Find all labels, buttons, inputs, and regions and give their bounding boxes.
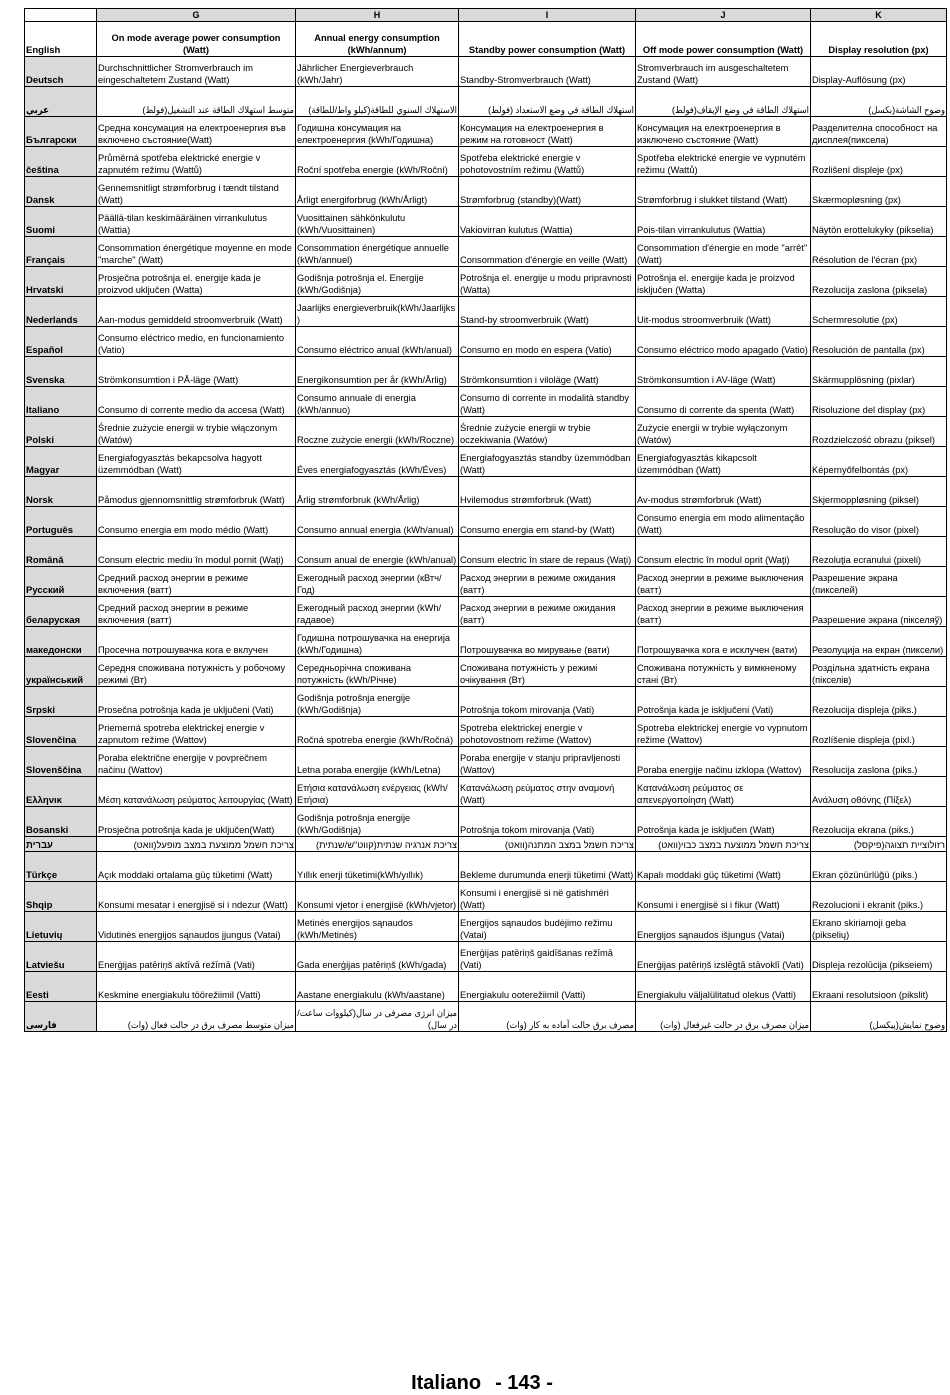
table-cell: Energijos sąnaudos budėjimo režimu (Vatai): [459, 912, 636, 942]
page-footer: [0, 1372, 950, 1395]
table-cell: רזולוציית תצוגה(פיקסל): [811, 837, 947, 852]
table-cell: Potrošnja kada je isključen (Watt): [636, 807, 811, 837]
language-label: Lietuvių: [25, 912, 97, 942]
table-cell: Energiakulu ooterežiimil (Vatti): [459, 972, 636, 1002]
table-cell: Ежегодный расход энергии (кВтч/Год): [296, 567, 459, 597]
table-cell: Resolução do visor (pixel): [811, 507, 947, 537]
table-cell: Consumo di corrente in modalità standby (Watt): [459, 387, 636, 417]
table-cell: Prosječna potrošnja kada je uključen(Watt): [97, 807, 296, 837]
table-cell: Consumo eléctrico modo apagado (Vatio): [636, 327, 811, 357]
table-row: [25, 717, 947, 747]
table-cell: Näytön erottelukyky (pikselia): [811, 207, 947, 237]
language-label: Deutsch: [25, 57, 97, 87]
table-cell: Konsumi vjetor i energjisë (kWh/vjetor): [296, 882, 459, 912]
table-cell: Rozlíšenie displeja (pixl.): [811, 717, 947, 747]
table-cell: Zużycie energii w trybie wyłączonym (Watów): [636, 417, 811, 447]
table-cell: צריכת חשמל ממוצעת במצב מופעל(וואט): [97, 837, 296, 852]
table-row: [25, 972, 947, 1002]
language-label: عربي: [25, 87, 97, 117]
table-cell: Stand-by stroomverbruik (Watt): [459, 297, 636, 327]
table-cell: Enerģijas patēriņš aktīvā režīmā (Vati): [97, 942, 296, 972]
table-row: [25, 147, 947, 177]
column-letter: G: [97, 9, 296, 22]
table-cell: Potrošnja el. energije u modu pripravnosti (Watta): [459, 267, 636, 297]
table-cell: Средний расход энергии в режиме включения (ватт): [97, 597, 296, 627]
table-row: [25, 777, 947, 807]
language-label: English: [25, 22, 97, 57]
table-cell: Spotreba elektrickej energie v pohotovostnom režime (Wattov): [459, 717, 636, 747]
table-cell: Prosječna potrošnja el. energije kada je proizvod uključen (Watta): [97, 267, 296, 297]
table-row: [25, 177, 947, 207]
table-cell: Rezolucioni i ekranit (piks.): [811, 882, 947, 912]
table-cell: Päällä-tilan keskimääräinen virrankulutus (Wattia): [97, 207, 296, 237]
table-row: [25, 687, 947, 717]
table-cell: Μέση κατανάλωση ρεύματος λειτουργίας (Watt): [97, 777, 296, 807]
table-cell: Poraba energije načinu izklopa (Wattov): [636, 747, 811, 777]
column-letter: H: [296, 9, 459, 22]
table-cell: Просечна потрошувачка кога е вклучен: [97, 627, 296, 657]
table-row: [25, 327, 947, 357]
table-cell: Roczne zużycie energii (kWh/Roczne): [296, 417, 459, 447]
table-cell: Jaarlijks energieverbruik(kWh/Jaarlijks ): [296, 297, 459, 327]
table-cell: Hvilemodus strømforbruk (Watt): [459, 477, 636, 507]
column-letter: J: [636, 9, 811, 22]
table-cell: Середня споживана потужність у робочому режимі (Вт): [97, 657, 296, 687]
table-cell: Середньорічна споживана потужність (kWh/Річне): [296, 657, 459, 687]
table-cell: Consommation énergétique moyenne en mode "marche" (Watt): [97, 237, 296, 267]
table-cell: Éves energiafogyasztás (kWh/Éves): [296, 447, 459, 477]
page-number: - 143 -: [495, 1372, 553, 1394]
table-cell: استهلاك الطاقة في وضع الاستعداد (فولط): [459, 87, 636, 117]
table-cell: Skjermoppløsning (piksel): [811, 477, 947, 507]
table-cell: Расход энергии в режиме выключения (ватт): [636, 567, 811, 597]
language-label: Ελληνικ: [25, 777, 97, 807]
table-cell: צריכת חשמל במצב המתנה(וואט): [459, 837, 636, 852]
table-cell: Споживана потужність у режимі очікування (Вт): [459, 657, 636, 687]
table-row: [25, 117, 947, 147]
table-cell: Godišnja potrošnja energije (kWh/Godišnja): [296, 807, 459, 837]
table-cell: Ετήσια κατανάλωση ενέργειας (kWh/Ετήσια): [296, 777, 459, 807]
table-cell: Godišnja potrošnja energije (kWh/Godišnja): [296, 687, 459, 717]
language-label: Italiano: [25, 387, 97, 417]
table-cell: Jährlicher Energieverbrauch (kWh/Jahr): [296, 57, 459, 87]
language-label: Slovenčina: [25, 717, 97, 747]
table-cell: Rozdzielczość obrazu (piksel): [811, 417, 947, 447]
table-cell: Kapalı moddaki güç tüketimi (Watt): [636, 852, 811, 882]
table-row: [25, 417, 947, 447]
table-cell: وضوح الشاشة(بكسل): [811, 87, 947, 117]
table-cell: Консумация на електроенергия в режим на готовност (Watt): [459, 117, 636, 147]
table-cell: Standby-Stromverbrauch (Watt): [459, 57, 636, 87]
table-cell: Consumo annual energia (kWh/anual): [296, 507, 459, 537]
table-cell: Priemerná spotreba elektrickej energie v zapnutom režime (Wattov): [97, 717, 296, 747]
table-row: [25, 597, 947, 627]
table-row: [25, 357, 947, 387]
table-cell: Displeja rezolūcija (pikseiem): [811, 942, 947, 972]
table-cell: Rezoluţia ecranului (pixeli): [811, 537, 947, 567]
language-label: فارسی: [25, 1002, 97, 1032]
table-cell: Расход энергии в режиме ожидания (ватт): [459, 567, 636, 597]
table-cell: Rezolucija displeja (piks.): [811, 687, 947, 717]
footer-language: Italiano: [411, 1372, 482, 1394]
table-cell: Spotřeba elektrické energie ve vypnutém režimu (Wattů): [636, 147, 811, 177]
header-row: [25, 22, 947, 57]
table-row: [25, 267, 947, 297]
table-cell: Роздільна здатність екрана (пікселів): [811, 657, 947, 687]
table-cell: Display-Auflösung (px): [811, 57, 947, 87]
table-cell: Rezolucija ekrana (piks.): [811, 807, 947, 837]
table-cell: Risoluzione del display (px): [811, 387, 947, 417]
table-cell: Aan-modus gemiddeld stroomverbruik (Watt): [97, 297, 296, 327]
table-cell: Consommation d'énergie en mode "arrêt" (Watt): [636, 237, 811, 267]
table-cell: צריכת אנרגיה שנתית(קווט"ש/שנתית): [296, 837, 459, 852]
language-label: Magyar: [25, 447, 97, 477]
table-cell: Консумация на електроенергия в изключено състояние (Watt): [636, 117, 811, 147]
table-cell: Rozlišení displeje (px): [811, 147, 947, 177]
table-row: [25, 507, 947, 537]
language-label: Suomi: [25, 207, 97, 237]
table-cell: Расход энергии в режиме ожидания (ватт): [459, 597, 636, 627]
table-cell: Bekleme durumunda enerji tüketimi (Watt): [459, 852, 636, 882]
table-cell: Stromverbrauch im ausgeschaltetem Zustand (Watt): [636, 57, 811, 87]
table-cell: Ekraani resolutsioon (pikslit): [811, 972, 947, 1002]
table-cell: Consumo energia em modo alimentação (Watt): [636, 507, 811, 537]
table-cell: Energiafogyasztás kikapcsolt üzemmódban (Watt): [636, 447, 811, 477]
table-row: [25, 477, 947, 507]
table-cell: Keskmine energiakulu töörežiimil (Vatti): [97, 972, 296, 1002]
language-label: македонски: [25, 627, 97, 657]
table-cell: Consum anual de energie (kWh/anual): [296, 537, 459, 567]
table-cell: Средний расход энергии в режиме включения (ватт): [97, 567, 296, 597]
table-row: [25, 447, 947, 477]
table-cell: Metinės energijos sąnaudos (kWh/Metinės): [296, 912, 459, 942]
table-cell: Consum electric în modul oprit (Waţi): [636, 537, 811, 567]
table-cell: Consum electric mediu în modul pornit (Waţi): [97, 537, 296, 567]
language-label: Polski: [25, 417, 97, 447]
language-label: Türkçe: [25, 852, 97, 882]
table-cell: Konsumi mesatar i energjisë si i ndezur (Watt): [97, 882, 296, 912]
table-cell: Годишна консумация на електроенергия (kWh/Годишна): [296, 117, 459, 147]
table-cell: Prosečna potrošnja kada je uključeni (Vati): [97, 687, 296, 717]
table-cell: Konsumi i energjisë si i fikur (Watt): [636, 882, 811, 912]
table-cell: Képernyőfelbontás (px): [811, 447, 947, 477]
table-row: [25, 747, 947, 777]
table-cell: Potrošnja tokom mirovanja (Vati): [459, 807, 636, 837]
table-cell: Ročná spotreba energie (kWh/Ročná): [296, 717, 459, 747]
table-cell: Годишна потрошувачка на енергија (kWh/Годишна): [296, 627, 459, 657]
table-cell: Расход энергии в режиме выключения (ватт): [636, 597, 811, 627]
table-cell: Energiakulu väljalülitatud olekus (Vatti): [636, 972, 811, 1002]
table-cell: Consumo eléctrico medio, en funcionamiento (Vatio): [97, 327, 296, 357]
table-cell: میزان متوسط مصرف برق در حالت فعال (وات): [97, 1002, 296, 1032]
table-cell: وضوح نمایش(پیکسل): [811, 1002, 947, 1032]
language-label: Latviešu: [25, 942, 97, 972]
table-cell: Средна консумация на електроенергия във включено състояние(Watt): [97, 117, 296, 147]
language-label: Shqip: [25, 882, 97, 912]
table-cell: Разделителна способност на дисплея(пиксела): [811, 117, 947, 147]
table-cell: Ежегодный расход энергии (kWh/гадавое): [296, 597, 459, 627]
table-row: [25, 627, 947, 657]
table-cell: Energijos sąnaudos išjungus (Vatai): [636, 912, 811, 942]
table-cell: Consumo annuale di energia (kWh/annuo): [296, 387, 459, 417]
table-cell: צריכת חשמל ממוצעת במצב כבוי(וואט): [636, 837, 811, 852]
table-cell: Gada enerģijas patēriņš (kWh/gada): [296, 942, 459, 972]
table-cell: Consumo di corrente medio da accesa (Watt): [97, 387, 296, 417]
column-letter: I: [459, 9, 636, 22]
table-row: [25, 1002, 947, 1032]
header-cell: On mode average power consumption (Watt): [97, 22, 296, 57]
language-label: Norsk: [25, 477, 97, 507]
table-cell: Potrošnja el. energije kada je proizvod isključen (Watta): [636, 267, 811, 297]
table-cell: Årlig strømforbruk (kWh/Årlig): [296, 477, 459, 507]
language-label: Español: [25, 327, 97, 357]
table-row: [25, 387, 947, 417]
table-row: [25, 537, 947, 567]
table-cell: Enerģijas patēriņš gaidīšanas režīmā (Vati): [459, 942, 636, 972]
table-cell: Strømforbrug (standby)(Watt): [459, 177, 636, 207]
header-cell: Display resolution (px): [811, 22, 947, 57]
table-row: [25, 297, 947, 327]
table-cell: Durchschnittlicher Stromverbrauch im eingeschaltetem Zustand (Watt): [97, 57, 296, 87]
language-label: Hrvatski: [25, 267, 97, 297]
table-cell: Ekran çözünürlüğü (piks.): [811, 852, 947, 882]
language-label: Русский: [25, 567, 97, 597]
table-cell: متوسط استهلاك الطاقة عند التشغيل(فولط): [97, 87, 296, 117]
table-cell: Průměrná spotřeba elektrické energie v zapnutém režimu (Wattů): [97, 147, 296, 177]
language-label: Slovenščina: [25, 747, 97, 777]
table-cell: Résolution de l'écran (px): [811, 237, 947, 267]
table-cell: Średnie zużycie energii w trybie włączonym (Watów): [97, 417, 296, 447]
header-cell: Standby power consumption (Watt): [459, 22, 636, 57]
table-cell: Resolución de pantalla (px): [811, 327, 947, 357]
language-label: Português: [25, 507, 97, 537]
table-cell: Resolucija zaslona (piks.): [811, 747, 947, 777]
table-cell: Energiafogyasztás bekapcsolva hagyott üzemmódban (Watt): [97, 447, 296, 477]
table-cell: Разрешение экрана (пикселей): [811, 567, 947, 597]
language-label: український: [25, 657, 97, 687]
table-cell: میزان مصرف برق در حالت غیرفعال (وات): [636, 1002, 811, 1032]
language-label: Français: [25, 237, 97, 267]
table-cell: Κατανάλωση ρεύματος στην αναμονή (Watt): [459, 777, 636, 807]
corner-cell: [25, 9, 97, 22]
header-cell: Annual energy consumption (kWh/annum): [296, 22, 459, 57]
table-cell: Strömkonsumtion i AV-läge (Watt): [636, 357, 811, 387]
column-letter-row: [25, 9, 947, 22]
table-cell: Av-modus strømforbruk (Watt): [636, 477, 811, 507]
table-cell: Potrošnja kada je isključeni (Vati): [636, 687, 811, 717]
table-row: [25, 807, 947, 837]
language-label: Български: [25, 117, 97, 147]
table-cell: Enerģijas patēriņš izslēgtā stāvoklī (Vati): [636, 942, 811, 972]
table-row: [25, 852, 947, 882]
table-cell: Uit-modus stroomverbruik (Watt): [636, 297, 811, 327]
table-cell: Strömkonsumtion i PÅ-läge (Watt): [97, 357, 296, 387]
table-cell: Skärmupplösning (pixlar): [811, 357, 947, 387]
table-row: [25, 837, 947, 852]
table-cell: Ανάλυση οθόνης (Πίξελ): [811, 777, 947, 807]
table-row: [25, 87, 947, 117]
table-cell: مصرف برق حالت آماده به کار (وات): [459, 1002, 636, 1032]
table-cell: Påmodus gjennomsnittlig strømforbruk (Watt): [97, 477, 296, 507]
table-cell: Godišnja potrošnja el. Energije (kWh/Godišnja): [296, 267, 459, 297]
language-label: беларуская: [25, 597, 97, 627]
table-cell: Consommation énergétique annuelle (kWh/annuel): [296, 237, 459, 267]
table-row: [25, 657, 947, 687]
table-cell: Açık moddaki ortalama güç tüketimi (Watt): [97, 852, 296, 882]
table-cell: Energikonsumtion per år (kWh/Årlig): [296, 357, 459, 387]
language-label: čeština: [25, 147, 97, 177]
table-row: [25, 237, 947, 267]
table-cell: Consumo en modo en espera (Vatio): [459, 327, 636, 357]
table-cell: Skærmopløsning (px): [811, 177, 947, 207]
table-cell: Roční spotřeba energie (kWh/Roční): [296, 147, 459, 177]
table-cell: Strömkonsumtion i viloläge (Watt): [459, 357, 636, 387]
table-cell: Gennemsnitligt strømforbrug i tændt tilstand (Watt): [97, 177, 296, 207]
language-label: Bosanski: [25, 807, 97, 837]
column-letter: K: [811, 9, 947, 22]
table-cell: Aastane energiakulu (kWh/aastane): [296, 972, 459, 1002]
table-cell: Schermresolutie (px): [811, 297, 947, 327]
table-cell: Strømforbrug i slukket tilstand (Watt): [636, 177, 811, 207]
language-label: Nederlands: [25, 297, 97, 327]
table-cell: میزان انرژی مصرفی در سال(کیلووات ساعت/در سال): [296, 1002, 459, 1032]
table-row: [25, 57, 947, 87]
table-cell: Consumo energia em stand-by (Watt): [459, 507, 636, 537]
table-cell: Yıllık enerji tüketimi(kWh/yıllık): [296, 852, 459, 882]
table-cell: Konsumi i energjisë si në gatishmëri (Watt): [459, 882, 636, 912]
table-cell: Потрошувачка кога е исклучен (вати): [636, 627, 811, 657]
table-cell: Ekrano skiriamoji geba (pikselių): [811, 912, 947, 942]
table-cell: Spotreba elektrickej energie vo vypnutom režime (Wattov): [636, 717, 811, 747]
table-cell: Årligt energiforbrug (kWh/Årligt): [296, 177, 459, 207]
language-label: עברית: [25, 837, 97, 852]
table-cell: Energiafogyasztás standby üzemmódban (Watt): [459, 447, 636, 477]
table-cell: Consommation d'énergie en veille (Watt): [459, 237, 636, 267]
table-cell: Potrošnja tokom mirovanja (Vati): [459, 687, 636, 717]
table-cell: Потрошувачка во мирување (вати): [459, 627, 636, 657]
table-row: [25, 912, 947, 942]
table-row: [25, 567, 947, 597]
table-cell: Споживана потужність у вимкненому стані (Вт): [636, 657, 811, 687]
language-label: Eesti: [25, 972, 97, 1002]
language-label: Română: [25, 537, 97, 567]
table-cell: استهلاك الطاقة في وضع الإيقاف(فولط): [636, 87, 811, 117]
table-cell: Разрешение экрана (пікселяў): [811, 597, 947, 627]
table-cell: Резолуција на екран (пиксели): [811, 627, 947, 657]
table-cell: Poraba energije v stanju pripravljenosti (Wattov): [459, 747, 636, 777]
language-label: Srpski: [25, 687, 97, 717]
language-label: Svenska: [25, 357, 97, 387]
table-cell: Pois-tilan virrankulutus (Wattia): [636, 207, 811, 237]
language-label: Dansk: [25, 177, 97, 207]
table-cell: Spotřeba elektrické energie v pohotovostním režimu (Wattů): [459, 147, 636, 177]
table-row: [25, 207, 947, 237]
table-cell: Poraba električne energije v povprečnem načinu (Wattov): [97, 747, 296, 777]
table-row: [25, 882, 947, 912]
table-cell: الاستهلاك السنوي للطاقة(كيلو واط/للطاقة): [296, 87, 459, 117]
table-cell: Consumo energia em modo médio (Watt): [97, 507, 296, 537]
language-translation-table: [24, 8, 947, 1032]
table-cell: Κατανάλωση ρεύματος σε απενεργοποίηση (Watt): [636, 777, 811, 807]
table-row: [25, 942, 947, 972]
table-cell: Consumo di corrente da spenta (Watt): [636, 387, 811, 417]
table-cell: Średnie zużycie energii w trybie oczekiwania (Watów): [459, 417, 636, 447]
table-cell: Consumo eléctrico anual (kWh/anual): [296, 327, 459, 357]
table-cell: Consum electric în stare de repaus (Waţi): [459, 537, 636, 567]
table-cell: Vakiovirran kulutus (Wattia): [459, 207, 636, 237]
table-cell: Vidutinės energijos sąnaudos įjungus (Vatai): [97, 912, 296, 942]
table-cell: Letna poraba energije (kWh/Letna): [296, 747, 459, 777]
header-cell: Off mode power consumption (Watt): [636, 22, 811, 57]
table-cell: Rezolucija zaslona (piksela): [811, 267, 947, 297]
table-cell: Vuosittainen sähkönkulutu (kWh/Vuosittainen): [296, 207, 459, 237]
